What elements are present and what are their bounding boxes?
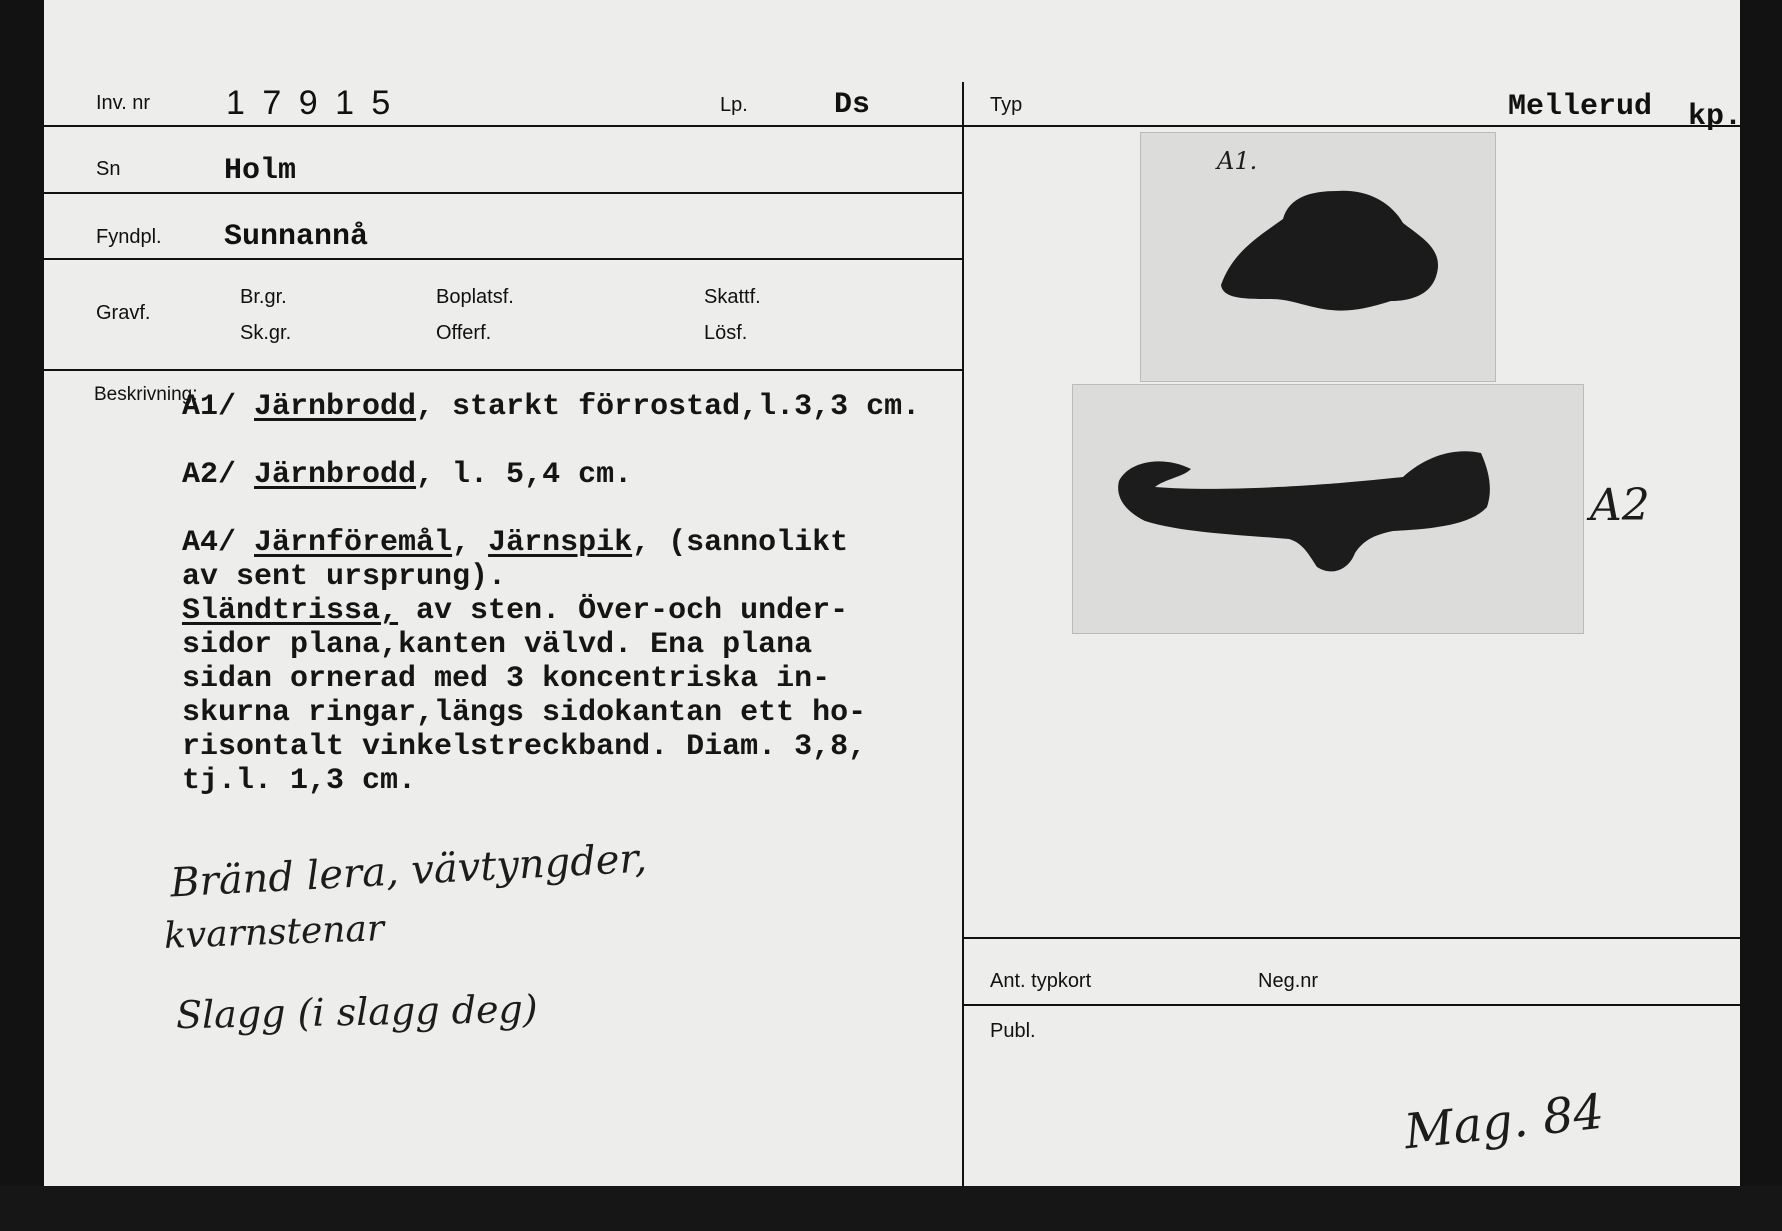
skattf-label: Skattf. [704, 286, 761, 308]
rule-right-lower-2 [962, 1004, 1740, 1006]
gravf-label: Gravf. [96, 302, 151, 324]
rule-row-1-right [962, 125, 1740, 127]
desc-line-7: sidan ornerad med 3 koncentriska in- [182, 662, 831, 696]
desc-a4-rest: , (sannolikt [632, 526, 849, 560]
scan-edge-bottom [0, 1186, 1782, 1231]
desc-line-6: sidor plana,kanten välvd. Ena plana [182, 628, 813, 662]
photo-a2-object [1073, 385, 1583, 633]
losf-label: Lösf. [704, 322, 748, 344]
fyndpl-value: Sunnannå [224, 220, 369, 254]
desc-line5-term: Sländtrissa, [182, 594, 399, 628]
desc-a4-term2: Järnspik [488, 526, 633, 560]
photo-a1-object [1141, 133, 1495, 381]
desc-line5-rest: av sten. Över-och under- [398, 594, 849, 628]
desc-a4-sep: , [452, 526, 489, 560]
desc-line-a2 [182, 458, 920, 492]
lp-value: Ds [834, 88, 871, 122]
scan-edge-left [0, 0, 44, 1231]
handwritten-mag: Mag. 84 [1401, 1083, 1607, 1161]
description-text [182, 390, 920, 798]
ant-typkort-label: Ant. typkort [990, 970, 1092, 992]
scan-edge-right [1740, 0, 1782, 1231]
desc-line-5 [182, 594, 920, 628]
desc-line-10: tj.l. 1,3 cm. [182, 764, 417, 798]
desc-line-9: risontalt vinkelstreckband. Diam. 3,8, [182, 730, 867, 764]
rule-right-lower-1 [962, 937, 1740, 939]
fyndpl-label: Fyndpl. [96, 226, 162, 248]
negnr-label: Neg.nr [1258, 970, 1319, 992]
desc-a2-term: Järnbrodd [254, 458, 417, 492]
desc-line-a4 [182, 526, 920, 560]
rule-row-3 [44, 258, 962, 260]
brgr-label: Br.gr. [240, 286, 287, 308]
inv-nr-label: Inv. nr [96, 92, 151, 114]
handwritten-line-1: Bränd lera, vävtyngder, [169, 835, 648, 907]
beskrivning-label: Beskrivning: [94, 384, 198, 405]
desc-a1-prefix: A1/ [182, 390, 255, 424]
boplatsf-label: Boplatsf. [436, 286, 514, 308]
typ-value: Mellerud [1508, 90, 1653, 124]
desc-line-a1 [182, 390, 920, 424]
rule-row-2 [44, 192, 962, 194]
photo-a1 [1140, 132, 1496, 382]
typ-value-suffix: kp. [1688, 100, 1743, 134]
photo-a2-label: A2 [1590, 480, 1650, 531]
skgr-label: Sk.gr. [240, 322, 292, 344]
desc-a2-rest: , l. 5,4 cm. [416, 458, 633, 492]
rule-row-1 [44, 125, 962, 127]
desc-a1-term: Järnbrodd [254, 390, 417, 424]
typ-label: Typ [990, 94, 1023, 116]
desc-line-4: av sent ursprung). [182, 560, 507, 594]
desc-a4-prefix: A4/ [182, 526, 255, 560]
offerf-label: Offerf. [436, 322, 492, 344]
desc-line-8: skurna ringar,längs sidokantan ett ho- [182, 696, 867, 730]
rule-vertical-divider [962, 82, 964, 1186]
desc-spacer-2 [182, 492, 920, 526]
sn-label: Sn [96, 158, 121, 180]
photo-a1-label: A1. [1217, 147, 1258, 175]
desc-a1-rest: , starkt förrostad,l.3,3 cm. [416, 390, 921, 424]
desc-a2-prefix: A2/ [182, 458, 255, 492]
inv-nr-value: 1 7 9 1 5 [226, 84, 395, 122]
handwritten-line-2: kvarnstenar [163, 908, 385, 957]
publ-label: Publ. [990, 1020, 1036, 1042]
photo-a2 [1072, 384, 1584, 634]
desc-a4-term1: Järnföremål [254, 526, 453, 560]
desc-spacer-1 [182, 424, 920, 458]
rule-row-4 [44, 369, 962, 371]
sn-value: Holm [224, 154, 297, 188]
lp-label: Lp. [720, 94, 748, 116]
handwritten-line-3: Slagg (i slagg deg) [175, 986, 538, 1038]
